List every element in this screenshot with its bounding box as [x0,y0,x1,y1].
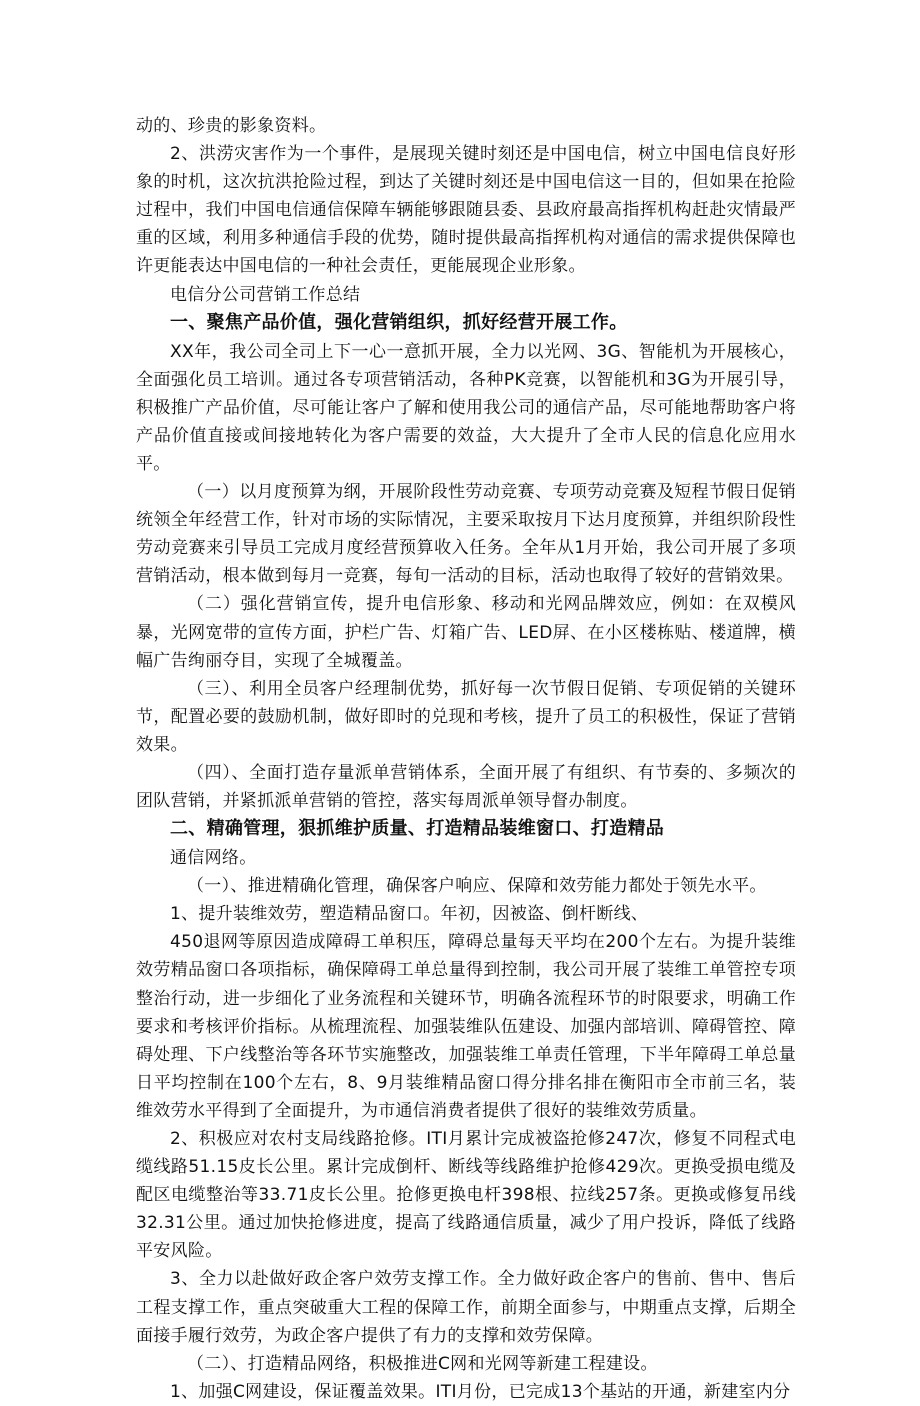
paragraph-point-c-network: 1、加强C网建设，保证覆盖效果。ITI月份，已完成13个基站的开通，新建室内分 [170,1381,791,1402]
paragraph-item-2: （二）强化营销宣传，提升电信形象、移动和光网品牌效应，例如：在双模风暴，光网宽带的宣传方面，护栏广告、灯箱广告、LED屏、在小区楼栋贴、楼道牌，横幅广告绚丽夺目，实现了全城覆盖。 [136,594,796,671]
paragraph-point-2: 2、积极应对农村支局线路抢修。ITI月累计完成被盗抢修247次，修复不同程式电缆线路51.15皮长公里。累计完成倒杆、断线等线路维护抢修429次。更换受损电缆及配区电缆整治等33.71皮长公里。抢修更换电杆398根、拉线257条。更换或修复吊线32.31公里。通过加快抢修进度，提高了线路通信质量，减少了用户投诉，降低了线路平安风险。 [136,1129,796,1262]
document-body [136,112,796,1406]
section-heading-2: 二、精确管理，狠抓维护质量、打造精品装维窗口、打造精品 [170,818,665,840]
paragraph-item-3: （三）、利用全员客户经理制优势，抓好每一次节假日促销、专项促销的关键环节，配置必要的鼓励机制，做好即时的兑现和考核，提升了员工的积极性，保证了营销效果。 [136,678,796,755]
paragraph-continuation: 动的、珍贵的影象资料。 [136,116,327,136]
paragraph-item-1: （一）以月度预算为纲，开展阶段性劳动竞赛、专项劳动竞赛及短程节假日促销统领全年经营工作，针对市场的实际情况，主要采取按月下达月度预算，并组织阶段性劳动竞赛来引导员工完成月度经营预算收入任务。全年从1月开始，我公司开展了多项营销活动，根本做到每月一竞赛，每旬一活动的目标，活动也取得了较好的营销效果。 [136,482,796,587]
paragraph-point-3: 3、全力以赴做好政企客户效劳支撑工作。全力做好政企客户的售前、售中、售后工程支撑工作，重点突破重大工程的保障工作，前期全面参与，中期重点支撑，后期全面接手履行效劳，为政企客户提供了有力的支撑和效劳保障。 [136,1269,796,1346]
document-subtitle: 电信分公司营销工作总结 [170,284,361,305]
paragraph-annual-overview: XX年，我公司全司上下一心一意抓开展，全力以光网、3G、智能机为开展核心，全面强化员工培训。通过各专项营销活动，各种PK竞赛，以智能机和3G为开展引导，积极推广产品价值，尽可能让客户了解和使用我公司的通信产品，尽可能地帮助客户将产品价值直接或间接地转化为客户需要的效益，大大提升了全市人民的信息化应用水平。 [136,341,796,474]
paragraph-flood-event: 2、洪涝灾害作为一个事件，是展现关键时刻还是中国电信，树立中国电信良好形象的时机，这次抗洪抢险过程，到达了关键时刻还是中国电信这一目的，但如果在抢险过程中，我们中国电信通信保障车辆能够跟随县委、县政府最高指挥机构赶赴灾情最严重的区域，利用多种通信手段的优势，随时提供最高指挥机构对通信的需求提供保障也许更能表达中国电信的一种社会责任，更能展现企业形象。 [136,144,796,277]
paragraph-subsection-2: （二）、打造精品网络，积极推进C网和光网等新建工程建设。 [187,1353,658,1374]
section-heading-1: 一、聚焦产品价值，强化营销组织，抓好经营开展工作。 [170,312,628,334]
paragraph-subsection-1: （一）、推进精确化管理，确保客户响应、保障和效劳能力都处于领先水平。 [187,876,767,897]
section-heading-2-continuation: 通信网络。 [170,847,257,868]
paragraph-point-1-body: 450退网等原因造成障碍工单积压，障碍总量每天平均在200个左右。为提升装维效劳精品窗口各项指标，确保障碍工单总量得到控制，我公司开展了装维工单管控专项整治行动，进一步细化了业务流程和关键环节，明确各流程环节的时限要求，明确工作要求和考核评价指标。从梳理流程、加强装维队伍建设、加强内部培训、障碍管控、障碍处理、下户线整治等各环节实施整改，加强装维工单责任管理，下半年障碍工单总量日平均控制在100个左右，8、9月装维精品窗口得分排名排在衡阳市全市前三名，装维效劳水平得到了全面提升，为市通信消费者提供了很好的装维效劳质量。 [136,932,796,1121]
paragraph-point-1-start: 1、提升装维效劳，塑造精品窗口。年初，因被盗、倒杆断线、 [170,904,649,925]
paragraph-item-4: （四）、全面打造存量派单营销体系，全面开展了有组织、有节奏的、多频次的团队营销，并紧抓派单营销的管控，落实每周派单领导督办制度。 [136,762,796,812]
